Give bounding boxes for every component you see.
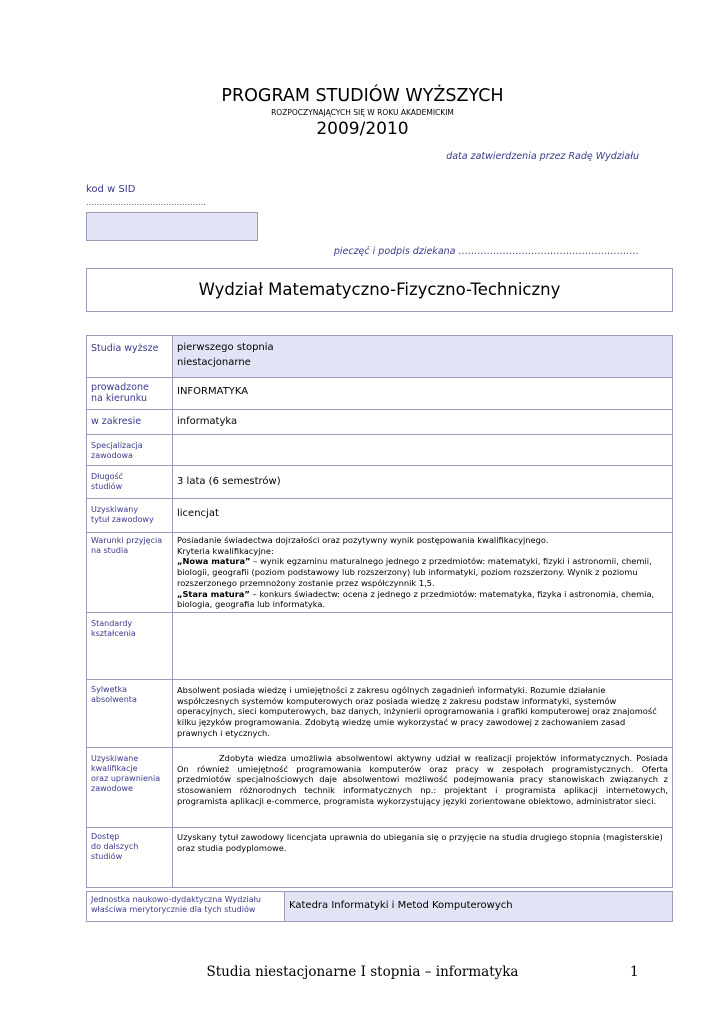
label-tytul-line1: Uzyskiwany <box>91 505 139 514</box>
row-dlugosc <box>87 466 673 499</box>
warunki-nowa-label: „Nowa matura” <box>177 556 251 567</box>
label-standardy-line1: Standardy <box>91 619 133 628</box>
row-kierunek <box>87 378 673 410</box>
row-tytul <box>87 499 673 533</box>
label-specjalizacja-line1: Specjalizacja <box>91 441 143 450</box>
value-kierunek: INFORMATYKA <box>173 378 673 410</box>
value-kwalifikacje <box>173 748 673 828</box>
document-title: PROGRAM STUDIÓW WYŻSZYCH <box>221 86 504 106</box>
value-studia-line1: pierwszego stopnia <box>177 342 274 353</box>
page-number: 1 <box>630 964 639 980</box>
value-tytul: licencjat <box>173 499 673 533</box>
label-standardy <box>87 613 173 680</box>
label-kwalifikacje <box>87 748 173 828</box>
label-kierunek <box>87 378 173 410</box>
warunki-criteria: Kryteria kwalifikacyjne: <box>177 545 274 556</box>
label-warunki-line1: Warunki przyjęcia <box>91 536 163 545</box>
label-dostep <box>87 828 173 888</box>
value-zakres: informatyka <box>173 410 673 435</box>
row-kwalifikacje <box>87 748 673 828</box>
academic-year: 2009/2010 <box>316 119 409 139</box>
value-standardy <box>173 613 673 680</box>
label-kierunek-line2: na kierunku <box>91 393 148 404</box>
unit-table <box>86 891 673 922</box>
label-dlugosc <box>87 466 173 499</box>
sid-code-dots: ……………………………………… <box>86 198 206 207</box>
program-table <box>86 335 673 888</box>
label-zakres: w zakresie <box>87 410 173 435</box>
label-dlugosc-line2: studiów <box>91 482 123 491</box>
row-dostep <box>87 828 673 888</box>
label-kwalifikacje-line2: kwalifikacje <box>91 764 138 773</box>
value-specjalizacja <box>173 435 673 466</box>
label-specjalizacja <box>87 435 173 466</box>
warunki-stara-label: „Stara matura” <box>177 588 250 599</box>
value-dostep: Uzyskany tytuł zawodowy licencjata uprawnia do ubiegania się o przyjęcie na studia drugiego stopnia (magisterskie) oraz studia podyplomowe. <box>173 828 673 888</box>
faculty-box <box>86 268 673 312</box>
label-kwalifikacje-line4: zawodowe <box>91 784 133 793</box>
label-standardy-line2: kształcenia <box>91 629 136 638</box>
row-standardy <box>87 613 673 680</box>
value-sylwetka: Absolwent posiada wiedzę i umiejętności z zakresu ogólnych zagadnień informatyki. Rozumie działanie współczesnych systemów komputerowych oraz posiada wiedzę z zakresu podstaw informatyki, systemów operacyjnych, sieci komputerowych, baz danych, inżynierii oprogramowania i grafiki komputerowej oraz znajomość kilku języków programowania. Zdobytą wiedzę umie wykorzystać w pracy zawodowej z zachowaniem zasad prawnych i etycznych. <box>173 680 673 748</box>
row-specjalizacja <box>87 435 673 466</box>
approval-date-note: data zatwierdzenia przez Radę Wydziału <box>446 151 639 162</box>
dean-stamp-signature: pieczęć i podpis dziekana ………………………………………………… <box>333 246 639 257</box>
row-studia <box>87 336 673 378</box>
value-unit: Katedra Informatyki i Metod Komputerowych <box>285 892 673 922</box>
label-sylwetka-line1: Sylwetka <box>91 685 128 694</box>
label-tytul-line2: tytuł zawodowy <box>91 515 154 524</box>
value-kwalifikacje-text: Zdobyta wiedza umożliwia absolwentowi aktywny udział w realizacji projektów informatycznych. Posiada On również umiejętność programowania komputerów oraz pracy w zespołach programistycznych. Oferta przedmiotów specjalnościowych daje absolwentowi możliwość podejmowania pracy stanowiskach związanych z stosowaniem różnorodnych technik informatycznych np.: projektant i programista aplikacji internetowych, programista aplikacji e-commerce, programista wykorzystujący języki zorientowane obiektowo, administrator sieci. <box>177 753 668 806</box>
label-warunki <box>87 533 173 613</box>
faculty-name: Wydział Matematyczno-Fizyczno-Techniczny <box>198 280 561 299</box>
label-sylwetka-line2: absolwenta <box>91 695 137 704</box>
label-dostep-line2: do dalszych <box>91 842 139 851</box>
row-zakres <box>87 410 673 435</box>
label-dostep-line1: Dostęp <box>91 832 120 841</box>
warunki-nowa <box>177 556 668 588</box>
value-warunki <box>173 533 673 613</box>
label-kwalifikacje-line3: oraz uprawnienia <box>91 774 161 783</box>
label-unit-line1: Jednostka naukowo-dydaktyczna Wydziału <box>91 895 261 904</box>
sid-code-label: kod w SID <box>86 184 136 195</box>
label-specjalizacja-line2: zawodowa <box>91 451 133 460</box>
row-unit <box>87 892 673 922</box>
label-sylwetka <box>87 680 173 748</box>
warunki-stara-text: – konkurs świadectw: ocena z jednego z przedmiotów: matematyka, fizyka i astronomia, chemia, biologia, geografia lub informatyka. <box>177 588 655 610</box>
row-warunki <box>87 533 673 613</box>
label-studia <box>87 336 173 378</box>
label-studia-text: Studia wyższe <box>91 343 159 354</box>
warunki-intro: Posiadanie świadectwa dojrzałości oraz pozytywny wynik postępowania kwalifikacyjnego. <box>177 535 549 545</box>
page-footer: Studia niestacjonarne I stopnia – informatyka <box>206 964 519 980</box>
document-subtitle: ROZPOCZYNAJĄCYCH SIĘ W ROKU AKADEMICKIM <box>271 108 454 117</box>
value-studia-line2: niestacjonarne <box>177 357 251 368</box>
sid-code-box <box>86 212 258 241</box>
label-kwalifikacje-line1: Uzyskiwane <box>91 754 139 763</box>
value-dlugosc: 3 lata (6 semestrów) <box>173 466 673 499</box>
warunki-nowa-text: – wynik egzaminu maturalnego jednego z przedmiotów: matematyki, fizyki i astronomii, chemii, biologii, geografii (poziom podstawowy lub rozszerzony) lub informatyki, poziom rozszerzony. Wynik z poziomu rozszerzonego przemnożony zostanie przez współczynnik 1,5. <box>177 556 652 588</box>
label-dlugosc-line1: Długość <box>91 472 124 481</box>
label-unit-line2: właściwa merytorycznie dla tych studiów <box>91 905 256 914</box>
label-dostep-line3: studiów <box>91 852 123 861</box>
label-warunki-line2: na studia <box>91 546 129 555</box>
warunki-stara <box>177 589 668 610</box>
label-tytul <box>87 499 173 533</box>
value-studia <box>173 336 673 378</box>
row-sylwetka <box>87 680 673 748</box>
label-kierunek-line1: prowadzone <box>91 382 149 393</box>
label-unit <box>87 892 285 922</box>
